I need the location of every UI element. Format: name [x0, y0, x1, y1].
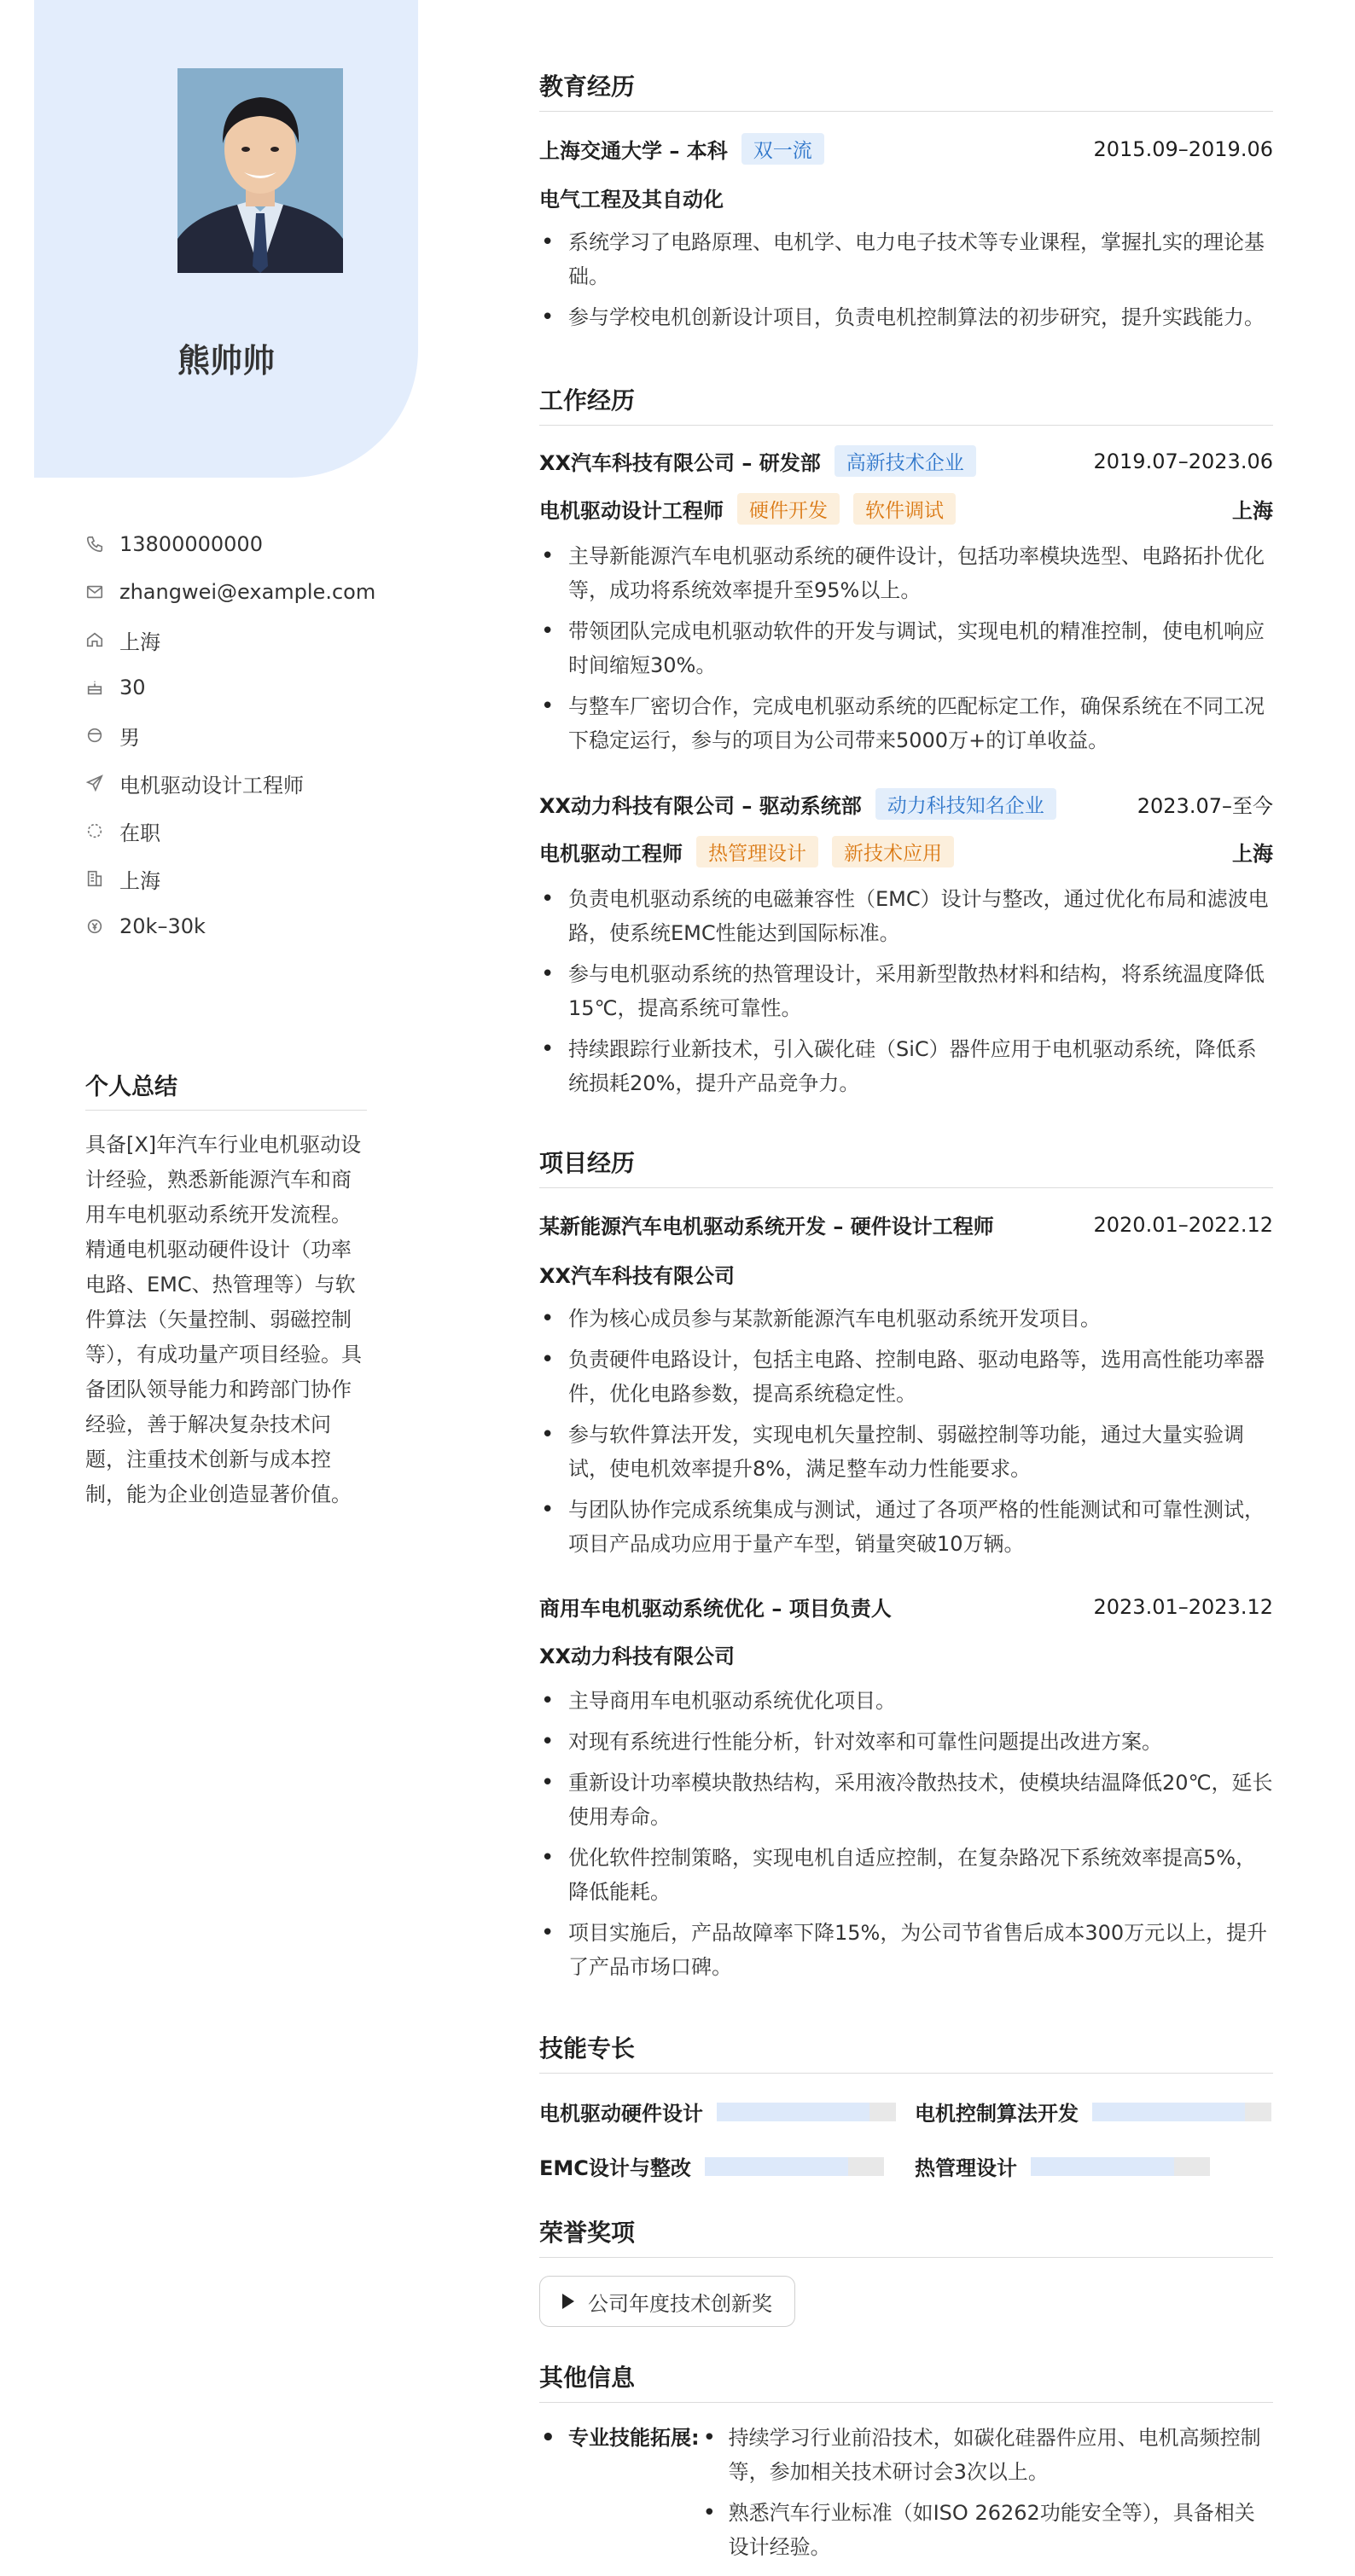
- cake-icon: [85, 678, 104, 697]
- email-icon: [85, 583, 104, 601]
- school-name: 上海交通大学 – 本科: [539, 139, 728, 163]
- company-tag: 动力科技知名企业: [875, 788, 1056, 820]
- awards-title: 荣誉奖项: [539, 2214, 1273, 2258]
- list-item: • 参与学校电机创新设计项目，负责电机控制算法的初步研究，提升实践能力。: [539, 300, 1273, 334]
- job-bullets: [539, 539, 1273, 764]
- skill-bar-fill: [1031, 2157, 1174, 2176]
- profile-card: [34, 0, 418, 478]
- other-row: [539, 2421, 1273, 2571]
- contact-text: 20k–30k: [119, 914, 206, 938]
- gender-icon: [85, 726, 104, 745]
- other-title: 其他信息: [539, 2359, 1273, 2403]
- job-header: [539, 445, 1273, 477]
- job-role: 电机驱动设计工程师: [539, 499, 724, 523]
- profile-name: 熊帅帅: [177, 342, 275, 380]
- contact-text: 30: [119, 676, 146, 699]
- company-tag: 高新技术企业: [835, 445, 976, 477]
- job-header: [539, 788, 1273, 820]
- skill-bar: [717, 2103, 896, 2121]
- list-item: • 优化软件控制策略，实现电机自适应控制，在复杂路况下系统效率提高5%，降低能耗。: [539, 1841, 1273, 1909]
- list-item: • 项目实施后，产品故障率下降15%，为公司节省售后成本300万元以上，提升了产品市场口碑。: [539, 1916, 1273, 1984]
- projects-title: 项目经历: [539, 1145, 1273, 1188]
- list-item: • 系统学习了电路原理、电机学、电力电子技术等专业课程，掌握扎实的理论基础。: [539, 225, 1273, 293]
- summary-text: 具备[X]年汽车行业电机驱动设计经验，熟悉新能源汽车和商用车电机驱动系统开发流程。精通电机驱动硬件设计（功率电路、EMC、热管理等）与软件算法（矢量控制、弱磁控制等），有成功量产项目经验。具备团队领导能力和跨部门协作经验，善于解决复杂技术问题，注重技术创新与成本控制，能为企业创造显著价值。: [85, 1133, 362, 1506]
- education-header: [539, 133, 1273, 165]
- list-item: • 与整车厂密切合作，完成电机驱动系统的匹配标定工作，确保系统在不同工况下稳定运行，参与的项目为公司带来5000万+的订单收益。: [539, 689, 1273, 757]
- contact-gender: [85, 711, 375, 759]
- contact-salary: [85, 902, 375, 950]
- skill-name: 电机控制算法开发: [915, 2102, 1079, 2126]
- contact-list: [85, 520, 375, 950]
- skill-bar: [1031, 2157, 1210, 2176]
- contact-phone: [85, 520, 375, 568]
- work-title: 工作经历: [539, 382, 1273, 426]
- skill-item: [915, 2151, 1210, 2181]
- list-item: • 负责电机驱动系统的电磁兼容性（EMC）设计与整改，通过优化布局和滤波电路，使系统EMC性能达到国际标准。: [539, 882, 1273, 950]
- contact-text: 上海: [119, 868, 160, 893]
- project-header: [539, 1210, 1273, 1239]
- school-tag: 双一流: [741, 133, 824, 165]
- contact-text: 在职: [119, 821, 160, 845]
- award-label: 公司年度技术创新奖: [588, 2291, 772, 2316]
- skill-tag: 热管理设计: [696, 836, 818, 867]
- education-title: 教育经历: [539, 68, 1273, 112]
- company-name: XX动力科技有限公司 – 驱动系统部: [539, 794, 862, 818]
- status-icon: [85, 821, 104, 840]
- project-name: 商用车电机驱动系统优化 – 项目负责人: [539, 1597, 892, 1621]
- job-role-row: [539, 493, 1273, 525]
- project-company: XX汽车科技有限公司: [539, 1264, 736, 1288]
- job-bullets: [539, 882, 1273, 1107]
- job-date: 2023.07–至今: [1137, 794, 1273, 818]
- job-city: 上海: [1232, 842, 1273, 866]
- skill-item: [539, 2151, 884, 2181]
- project-date: 2020.01–2022.12: [1093, 1212, 1273, 1237]
- list-item: • 持续学习行业前沿技术，如碳化硅器件应用、电机高频控制等，参加相关技术研讨会3次以上。: [700, 2421, 1273, 2489]
- list-item: • 带领团队完成电机驱动软件的开发与调试，实现电机的精准控制，使电机响应时间缩短30%。: [539, 614, 1273, 682]
- major: 电气工程及其自动化: [539, 188, 724, 212]
- contact-position: [85, 759, 375, 807]
- contact-status: [85, 807, 375, 855]
- list-item: • 参与电机驱动系统的热管理设计，采用新型散热材料和结构，将系统温度降低15℃，提高系统可靠性。: [539, 957, 1273, 1025]
- skill-bar: [705, 2157, 884, 2176]
- contact-text: zhangwei@example.com: [119, 580, 376, 604]
- sidebar: [0, 0, 461, 2576]
- project-bullets: [539, 1684, 1273, 1991]
- skill-tag: 硬件开发: [737, 493, 840, 525]
- phone-icon: [85, 535, 104, 554]
- contact-city: [85, 855, 375, 902]
- company-name: XX汽车科技有限公司 – 研发部: [539, 451, 821, 475]
- project-bullets: [539, 1302, 1273, 1568]
- home-icon: [85, 630, 104, 649]
- job-role: 电机驱动工程师: [539, 842, 683, 866]
- salary-icon: [85, 917, 104, 936]
- skill-item: [539, 2097, 896, 2126]
- list-item: • 作为核心成员参与某款新能源汽车电机驱动系统开发项目。: [539, 1302, 1273, 1336]
- list-item: • 主导商用车电机驱动系统优化项目。: [539, 1684, 1273, 1718]
- project-company: XX动力科技有限公司: [539, 1645, 736, 1668]
- skill-bar-fill: [1092, 2103, 1245, 2121]
- job-city: 上海: [1232, 499, 1273, 523]
- skill-bar-fill: [717, 2103, 869, 2121]
- job-role-row: [539, 836, 1273, 867]
- skill-name: 热管理设计: [915, 2156, 1017, 2180]
- list-item: • 对现有系统进行性能分析，针对效率和可靠性问题提出改进方案。: [539, 1725, 1273, 1759]
- list-item: • 重新设计功率模块散热结构，采用液冷散热技术，使模块结温降低20℃，延长使用寿命。: [539, 1766, 1273, 1834]
- other-bullets: [700, 2421, 1273, 2571]
- skill-bar: [1092, 2103, 1271, 2121]
- education-bullets: [539, 225, 1273, 341]
- list-item: • 主导新能源汽车电机驱动系统的硬件设计，包括功率模块选型、电路拓扑优化等，成功将系统效率提升至95%以上。: [539, 539, 1273, 607]
- list-item: • 与团队协作完成系统集成与测试，通过了各项严格的性能测试和可靠性测试，项目产品成功应用于量产车型，销量突破10万辆。: [539, 1493, 1273, 1561]
- contact-text: 电机驱动设计工程师: [119, 773, 304, 798]
- award-button[interactable]: [539, 2276, 795, 2327]
- list-item: • 持续跟踪行业新技术，引入碳化硅（SiC）器件应用于电机驱动系统，降低系统损耗20%，提升产品竞争力。: [539, 1032, 1273, 1100]
- job-date: 2019.07–2023.06: [1093, 449, 1273, 473]
- contact-text: 男: [119, 725, 140, 750]
- contact-age: [85, 664, 375, 711]
- skill-bar-fill: [705, 2157, 848, 2176]
- project-date: 2023.01–2023.12: [1093, 1594, 1273, 1619]
- list-item: • 参与软件算法开发，实现电机矢量控制、弱磁控制等功能，通过大量实验调试，使电机效率提升8%，满足整车动力性能要求。: [539, 1418, 1273, 1486]
- project-header: [539, 1592, 1273, 1622]
- summary-title: 个人总结: [85, 1068, 367, 1111]
- contact-text: 上海: [119, 629, 160, 654]
- education-date: 2015.09–2019.06: [1093, 136, 1273, 161]
- list-item: • 熟悉汽车行业标准（如ISO 26262功能安全等），具备相关设计经验。: [700, 2496, 1273, 2564]
- skills-title: 技能专长: [539, 2030, 1273, 2074]
- list-item: • 负责硬件电路设计，包括主电路、控制电路、驱动电路等，选用高性能功率器件，优化电路参数，提高系统稳定性。: [539, 1343, 1273, 1411]
- skill-name: EMC设计与整改: [539, 2156, 691, 2180]
- skill-item: [915, 2097, 1271, 2126]
- other-info: [539, 2421, 1273, 2571]
- project-name: 某新能源汽车电机驱动系统开发 – 硬件设计工程师: [539, 1215, 994, 1239]
- play-icon: [562, 2294, 574, 2309]
- contact-text: 13800000000: [119, 532, 263, 556]
- building-icon: [85, 869, 104, 888]
- skill-tag: 新技术应用: [832, 836, 954, 867]
- avatar: [177, 68, 343, 273]
- other-label: • 专业技能拓展:: [539, 2421, 700, 2571]
- contact-email: [85, 568, 375, 616]
- send-icon: [85, 774, 104, 792]
- skill-tag: 软件调试: [853, 493, 956, 525]
- contact-home: [85, 616, 375, 664]
- skill-name: 电机驱动硬件设计: [539, 2102, 703, 2126]
